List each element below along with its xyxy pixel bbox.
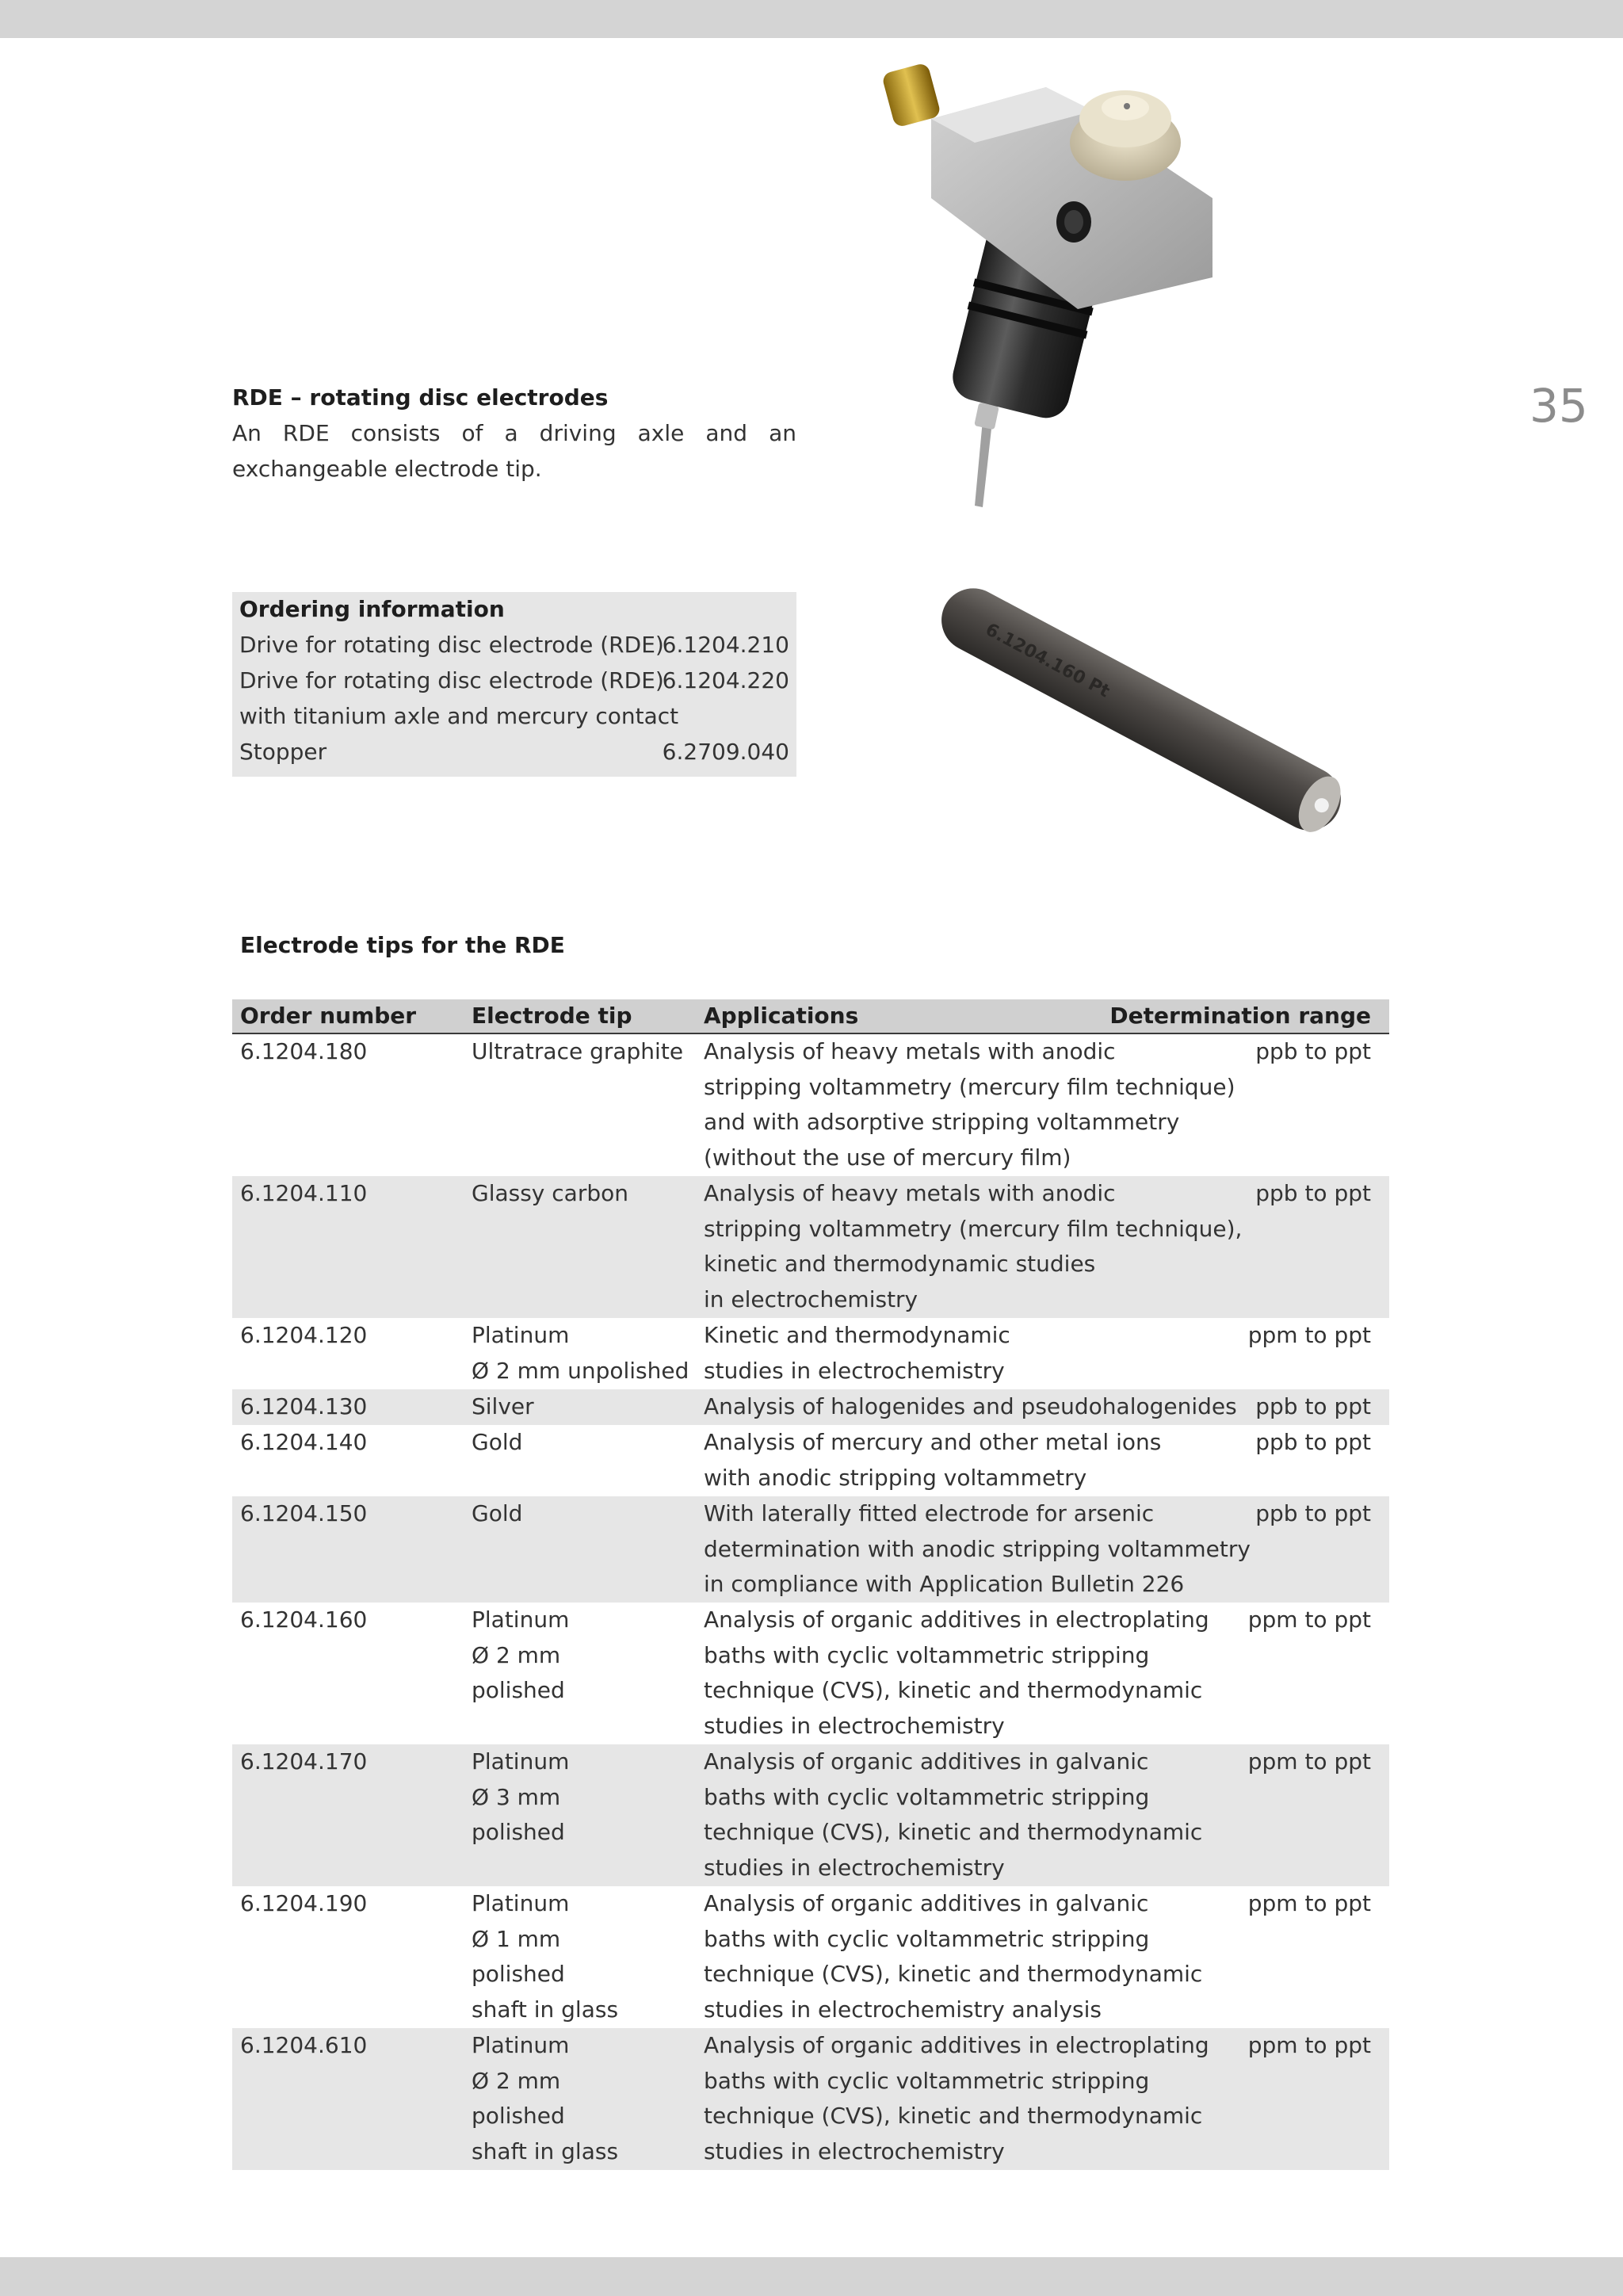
determination-range: ppm to ppt [1247,1890,1371,1916]
cell-line: Analysis of organic additives in galvanic [704,1890,1149,1916]
cell-line: (without the use of mercury film) [704,1144,1071,1171]
cell-line: Analysis of organic additives in electroplating [704,2032,1209,2058]
order-number: 6.1204.150 [240,1500,368,1526]
applications [704,1034,1235,1176]
cell-line: baths with cyclic voltammetric stripping [704,1925,1150,1952]
cell-line: kinetic and thermodynamic studies [704,1251,1096,1278]
cell-line: Platinum [472,2032,570,2058]
determination-range: ppb to ppt [1255,1429,1371,1455]
order-number: 6.1204.170 [240,1748,368,1775]
order-number: 6.1204.190 [240,1890,368,1916]
col-header-applications: Applications [704,1003,859,1029]
cell-line: polished [472,1961,565,1988]
cell-line: stripping voltammetry (mercury film technique) [704,1073,1235,1100]
cell-line: Ø 1 mm [472,1925,561,1952]
cell-line: Glassy carbon [472,1180,628,1206]
cell-line: technique (CVS), kinetic and thermodynamic [704,2103,1203,2130]
cell-line: technique (CVS), kinetic and thermodynamic [704,1961,1203,1988]
cell-line: baths with cyclic voltammetric stripping [704,2067,1150,2094]
electrode-tip [472,2028,618,2170]
cell-line: determination with anodic stripping voltammetry [704,1535,1251,1562]
cell-line: Ø 3 mm [472,1783,561,1810]
table-row [232,1318,1389,1389]
cell-line: Analysis of mercury and other metal ions [704,1429,1162,1455]
intro-section [232,380,796,487]
electrode-tip [472,1318,689,1389]
table-row [232,1496,1389,1603]
table-row [232,1744,1389,1886]
cell-line: with anodic stripping voltammetry [704,1464,1087,1491]
ordering-item-number: 6.1204.220 [662,667,789,693]
table-row [232,1886,1389,2028]
ordering-item-label: Drive for rotating disc electrode (RDE) [239,632,664,658]
tip-engraving: 6.1204.160 Pt [982,620,1113,702]
determination-range: ppb to ppt [1255,1180,1371,1206]
determination-range: ppm to ppt [1247,2032,1371,2058]
top-band [0,0,1623,38]
rde-drive-photo-icon [864,55,1236,531]
cell-line: Platinum [472,1606,570,1633]
cell-line: Ø 2 mm [472,2067,561,2094]
cell-line: Analysis of organic additives in electroplating [704,1606,1209,1633]
cell-line: Ø 2 mm unpolished [472,1357,689,1384]
bottom-band [0,2257,1623,2296]
col-header-determination-range: Determination range [1109,1003,1371,1029]
determination-range: ppm to ppt [1247,1322,1371,1348]
cell-line: Silver [472,1393,534,1419]
electrode-tips-table [232,999,1389,2170]
ordering-item-number: 6.1204.210 [662,632,789,658]
cell-line: Analysis of heavy metals with anodic [704,1180,1116,1206]
electrode-tip [472,1744,569,1851]
table-row [232,1425,1389,1496]
applications [704,1389,1237,1425]
table-row [232,2028,1389,2170]
ordering-item-label: Drive for rotating disc electrode (RDE) [239,667,664,693]
order-number: 6.1204.180 [240,1038,368,1064]
ordering-information-box [232,592,796,777]
col-header-order-number: Order number [240,1003,417,1029]
cell-line: Ultratrace graphite [472,1038,684,1064]
cell-line: studies in electrochemistry [704,1713,1005,1740]
cell-line: Ø 2 mm [472,1641,561,1668]
cell-line: technique (CVS), kinetic and thermodynamic [704,1677,1203,1704]
cell-line: studies in electrochemistry [704,1855,1005,1881]
ordering-item-number: 6.2709.040 [662,739,789,765]
order-number: 6.1204.610 [240,2032,368,2058]
cell-line: studies in electrochemistry analysis [704,1996,1102,2023]
electrode-tip [472,1176,628,1212]
electrode-tip [472,1886,618,2028]
cell-line: baths with cyclic voltammetric stripping [704,1783,1150,1810]
applications [704,1176,1242,1318]
determination-range: ppb to ppt [1255,1393,1371,1419]
electrode-tip [472,1603,569,1709]
table-header [232,999,1389,1034]
cell-line: stripping voltammetry (mercury film technique), [704,1215,1243,1242]
col-header-electrode-tip: Electrode tip [472,1003,632,1029]
cell-line: in electrochemistry [704,1286,918,1313]
applications [704,1603,1209,1744]
cell-line: Analysis of organic additives in galvanic [704,1748,1149,1775]
cell-line: baths with cyclic voltammetric stripping [704,1641,1150,1668]
order-number: 6.1204.160 [240,1606,368,1633]
cell-line: Gold [472,1429,523,1455]
applications [704,1744,1202,1886]
determination-range: ppb to ppt [1255,1038,1371,1064]
ordering-item-label: with titanium axle and mercury contact [239,703,679,729]
cell-line: and with adsorptive stripping voltammetry [704,1109,1180,1136]
cell-line: Platinum [472,1748,570,1775]
table-row [232,1176,1389,1318]
applications [704,1886,1202,2028]
intro-text: An RDE consists of a driving axle and an exchangeable electrode tip. [232,420,796,482]
electrode-tip [472,1389,534,1425]
cell-line: Platinum [472,1890,570,1916]
table-row [232,1389,1389,1425]
cell-line: Platinum [472,1322,570,1348]
cell-line: studies in electrochemistry [704,2138,1005,2165]
intro-title: RDE – rotating disc electrodes [232,384,609,411]
cell-line: With laterally fitted electrode for arsenic [704,1500,1155,1526]
determination-range: ppb to ppt [1255,1500,1371,1526]
cell-line: technique (CVS), kinetic and thermodynamic [704,1819,1203,1846]
cell-line: polished [472,2103,565,2130]
determination-range: ppm to ppt [1247,1748,1371,1775]
applications [704,1318,1010,1389]
ordering-title: Ordering information [239,596,505,622]
determination-range: ppm to ppt [1247,1606,1371,1633]
table-row [232,1034,1389,1176]
cell-line: studies in electrochemistry [704,1357,1005,1384]
electrode-tip [472,1425,522,1461]
cell-line: Analysis of heavy metals with anodic [704,1038,1116,1064]
cell-line: Kinetic and thermodynamic [704,1322,1010,1348]
electrode-tip [472,1496,522,1532]
applications [704,2028,1209,2170]
table-row [232,1603,1389,1744]
order-number: 6.1204.130 [240,1393,368,1419]
cell-line: Analysis of halogenides and pseudohalogenides [704,1393,1237,1419]
cell-line: polished [472,1819,565,1846]
electrode-tip-photo-icon [911,575,1371,844]
cell-line: in compliance with Application Bulletin 226 [704,1571,1185,1598]
order-number: 6.1204.120 [240,1322,368,1348]
page-number: 35 [1529,379,1588,433]
tips-section-title: Electrode tips for the RDE [240,932,565,958]
ordering-item-label: Stopper [239,739,327,765]
applications [704,1496,1251,1603]
order-number: 6.1204.110 [240,1180,368,1206]
cell-line: polished [472,1677,565,1704]
order-number: 6.1204.140 [240,1429,368,1455]
electrode-tip [472,1034,683,1070]
applications [704,1425,1161,1496]
cell-line: shaft in glass [472,2138,619,2165]
cell-line: shaft in glass [472,1996,619,2023]
cell-line: Gold [472,1500,523,1526]
